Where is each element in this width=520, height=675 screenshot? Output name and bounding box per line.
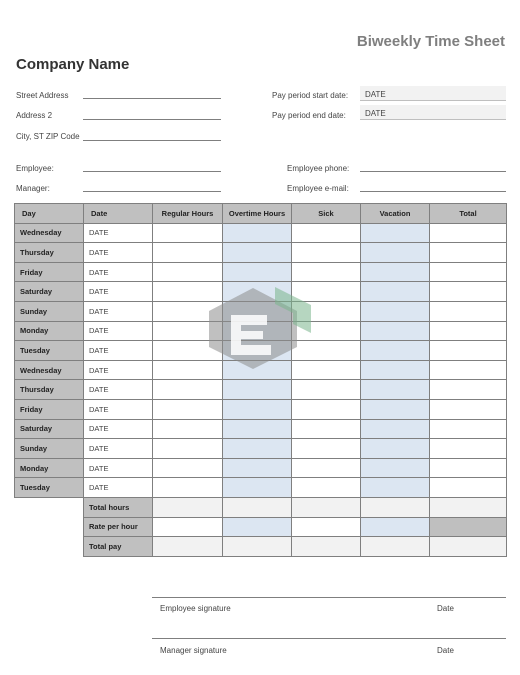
overtime-hours-cell[interactable]	[223, 478, 292, 498]
total-pay-value-cell[interactable]	[361, 537, 430, 557]
regular-hours-cell[interactable]	[153, 458, 223, 478]
rate-per-hour-label: Rate per hour	[84, 517, 153, 537]
total-cell[interactable]	[430, 419, 507, 439]
total-cell[interactable]	[430, 321, 507, 341]
address2-field[interactable]	[83, 119, 221, 120]
total-pay-value-cell[interactable]	[223, 537, 292, 557]
city-field[interactable]	[83, 140, 221, 141]
total-pay-label: Total pay	[84, 537, 153, 557]
sick-cell[interactable]	[292, 458, 361, 478]
table-row	[15, 419, 507, 439]
regular-hours-cell[interactable]	[153, 478, 223, 498]
table-header-row	[15, 204, 507, 224]
street-address-field[interactable]	[83, 98, 221, 99]
rate-per-hour-value-cell[interactable]	[292, 517, 361, 537]
regular-hours-cell[interactable]	[153, 380, 223, 400]
table-row	[15, 262, 507, 282]
manager-signature-line[interactable]	[152, 638, 506, 639]
total-cell[interactable]	[430, 458, 507, 478]
total-cell[interactable]	[430, 301, 507, 321]
employee-email-field[interactable]	[360, 191, 506, 192]
table-row	[15, 478, 507, 498]
overtime-hours-cell[interactable]	[223, 439, 292, 459]
date-cell[interactable]: DATE	[84, 360, 153, 380]
total-pay-value-cell[interactable]	[430, 537, 507, 557]
table-row	[15, 439, 507, 459]
employee-email-label: Employee e-mail:	[287, 184, 349, 193]
table-row	[15, 243, 507, 263]
watermark-logo-icon	[205, 285, 315, 375]
total-cell[interactable]	[430, 282, 507, 302]
col-header-sick: Sick	[292, 204, 361, 224]
sick-cell[interactable]	[292, 439, 361, 459]
table-row	[15, 223, 507, 243]
employee-label: Employee:	[16, 164, 54, 173]
total-cell[interactable]	[430, 262, 507, 282]
regular-hours-cell[interactable]	[153, 223, 223, 243]
manager-signature-label: Manager signature	[160, 646, 227, 655]
employee-signature-label: Employee signature	[160, 604, 231, 613]
date-cell[interactable]: DATE	[84, 399, 153, 419]
overtime-hours-cell[interactable]	[223, 458, 292, 478]
address2-label: Address 2	[16, 111, 53, 120]
summary-row	[15, 497, 507, 517]
vacation-cell[interactable]	[361, 360, 430, 380]
date-cell[interactable]: DATE	[84, 458, 153, 478]
day-cell: Sunday	[15, 301, 84, 321]
city-label: City, ST ZIP Code	[16, 132, 80, 141]
sick-cell[interactable]	[292, 380, 361, 400]
col-header-overtime-hours: Overtime Hours	[223, 204, 292, 224]
date-cell[interactable]: DATE	[84, 419, 153, 439]
sick-cell[interactable]	[292, 419, 361, 439]
pay-period-start-field[interactable]: DATE	[360, 86, 506, 101]
rate-per-hour-value-cell[interactable]	[153, 517, 223, 537]
day-cell: Thursday	[15, 243, 84, 263]
pay-period-end-label: Pay period end date:	[272, 111, 346, 120]
total-cell[interactable]	[430, 380, 507, 400]
overtime-hours-cell[interactable]	[223, 419, 292, 439]
empty-cell	[15, 497, 84, 517]
col-header-total: Total	[430, 204, 507, 224]
date-cell[interactable]: DATE	[84, 223, 153, 243]
manager-signature-date-label: Date	[437, 646, 454, 655]
summary-row	[15, 537, 507, 557]
summary-row	[15, 517, 507, 537]
sheet-title: Biweekly Time Sheet	[356, 33, 505, 50]
employee-phone-label: Employee phone:	[287, 164, 350, 173]
vacation-cell[interactable]	[361, 341, 430, 361]
day-cell: Wednesday	[15, 360, 84, 380]
total-hours-value-cell[interactable]	[153, 497, 223, 517]
regular-hours-cell[interactable]	[153, 399, 223, 419]
vacation-cell[interactable]	[361, 321, 430, 341]
total-hours-value-cell[interactable]	[361, 497, 430, 517]
total-hours-label: Total hours	[84, 497, 153, 517]
overtime-hours-cell[interactable]	[223, 380, 292, 400]
date-cell[interactable]: DATE	[84, 282, 153, 302]
timesheet-table	[14, 203, 507, 557]
vacation-cell[interactable]	[361, 282, 430, 302]
total-cell[interactable]	[430, 243, 507, 263]
overtime-hours-cell[interactable]	[223, 243, 292, 263]
vacation-cell[interactable]	[361, 458, 430, 478]
overtime-hours-cell[interactable]	[223, 262, 292, 282]
regular-hours-cell[interactable]	[153, 439, 223, 459]
employee-phone-field[interactable]	[360, 171, 506, 172]
vacation-cell[interactable]	[361, 223, 430, 243]
sick-cell[interactable]	[292, 399, 361, 419]
vacation-cell[interactable]	[361, 243, 430, 263]
sick-cell[interactable]	[292, 223, 361, 243]
table-row	[15, 458, 507, 478]
vacation-cell[interactable]	[361, 399, 430, 419]
col-header-regular-hours: Regular Hours	[153, 204, 223, 224]
date-cell[interactable]: DATE	[84, 380, 153, 400]
company-name: Company Name	[16, 56, 130, 73]
sick-cell[interactable]	[292, 243, 361, 263]
total-pay-value-cell[interactable]	[292, 537, 361, 557]
manager-label: Manager:	[16, 184, 50, 193]
day-cell: Tuesday	[15, 341, 84, 361]
rate-per-hour-value-cell[interactable]	[430, 517, 507, 537]
date-cell[interactable]: DATE	[84, 478, 153, 498]
total-hours-value-cell[interactable]	[292, 497, 361, 517]
overtime-hours-cell[interactable]	[223, 399, 292, 419]
regular-hours-cell[interactable]	[153, 243, 223, 263]
employee-field[interactable]	[83, 171, 221, 172]
day-cell: Thursday	[15, 380, 84, 400]
rate-per-hour-value-cell[interactable]	[361, 517, 430, 537]
day-cell: Monday	[15, 458, 84, 478]
street-address-label: Street Address	[16, 91, 69, 100]
regular-hours-cell[interactable]	[153, 262, 223, 282]
date-cell[interactable]: DATE	[84, 439, 153, 459]
vacation-cell[interactable]	[361, 478, 430, 498]
table-row	[15, 399, 507, 419]
date-cell[interactable]: DATE	[84, 301, 153, 321]
vacation-cell[interactable]	[361, 301, 430, 321]
regular-hours-cell[interactable]	[153, 419, 223, 439]
date-cell[interactable]: DATE	[84, 321, 153, 341]
date-cell[interactable]: DATE	[84, 341, 153, 361]
total-cell[interactable]	[430, 341, 507, 361]
vacation-cell[interactable]	[361, 380, 430, 400]
employee-signature-date-label: Date	[437, 604, 454, 613]
total-hours-value-cell[interactable]	[430, 497, 507, 517]
col-header-day: Day	[15, 204, 84, 224]
table-row	[15, 380, 507, 400]
employee-signature-line[interactable]	[152, 597, 506, 598]
overtime-hours-cell[interactable]	[223, 223, 292, 243]
day-cell: Friday	[15, 262, 84, 282]
total-cell[interactable]	[430, 360, 507, 380]
total-cell[interactable]	[430, 399, 507, 419]
day-cell: Monday	[15, 321, 84, 341]
day-cell: Friday	[15, 399, 84, 419]
day-cell: Tuesday	[15, 478, 84, 498]
total-pay-value-cell[interactable]	[153, 537, 223, 557]
vacation-cell[interactable]	[361, 262, 430, 282]
day-cell: Saturday	[15, 282, 84, 302]
pay-period-end-field[interactable]: DATE	[360, 105, 506, 120]
date-cell[interactable]: DATE	[84, 243, 153, 263]
total-cell[interactable]	[430, 439, 507, 459]
sick-cell[interactable]	[292, 478, 361, 498]
total-cell[interactable]	[430, 478, 507, 498]
total-hours-value-cell[interactable]	[223, 497, 292, 517]
col-header-vacation: Vacation	[361, 204, 430, 224]
pay-period-start-label: Pay period start date:	[272, 91, 349, 100]
rate-per-hour-value-cell[interactable]	[223, 517, 292, 537]
total-cell[interactable]	[430, 223, 507, 243]
manager-field[interactable]	[83, 191, 221, 192]
day-cell: Sunday	[15, 439, 84, 459]
date-cell[interactable]: DATE	[84, 262, 153, 282]
day-cell: Wednesday	[15, 223, 84, 243]
day-cell: Saturday	[15, 419, 84, 439]
vacation-cell[interactable]	[361, 419, 430, 439]
empty-cell	[15, 537, 84, 557]
empty-cell	[15, 517, 84, 537]
col-header-date: Date	[84, 204, 153, 224]
sick-cell[interactable]	[292, 262, 361, 282]
vacation-cell[interactable]	[361, 439, 430, 459]
